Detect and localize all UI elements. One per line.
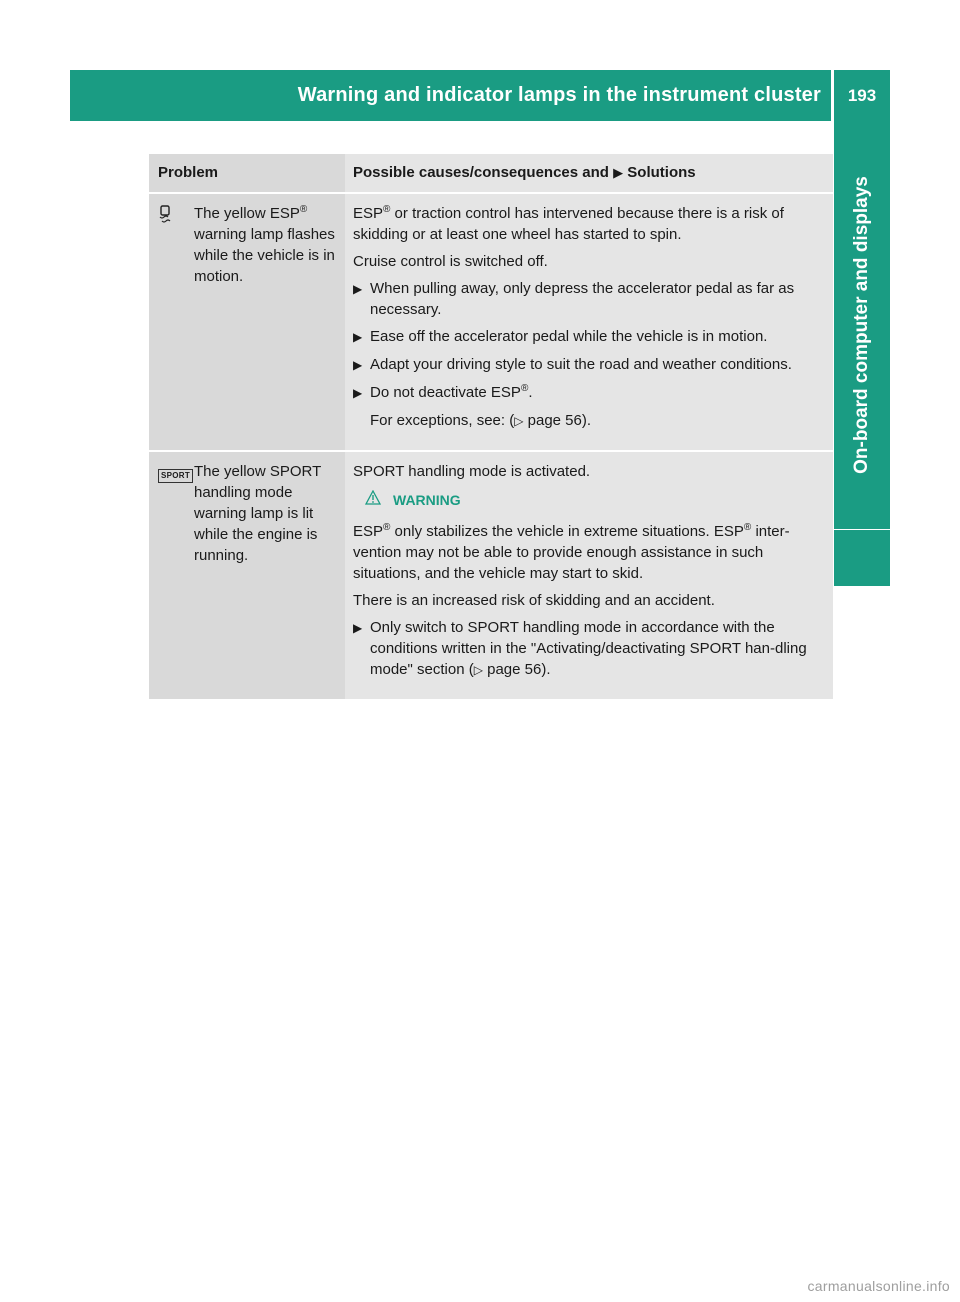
- warning-triangle-icon: [353, 490, 393, 511]
- problem-description: The yellow SPORT handling mode warning lamp is lit while the engine is running.: [194, 463, 321, 564]
- section-title: Warning and indicator lamps in the instrument cluster: [297, 84, 821, 106]
- warning-heading: WARNING: [353, 490, 827, 511]
- chapter-tab-label: On-board computer and displays: [851, 176, 872, 474]
- solution-step: ▶ Ease off the accelerator pedal while the vehicle is in motion.: [353, 326, 827, 348]
- cause-text: ESP® or traction control has intervened because there is a risk of skidding or at least one wheel has started to spin.: [353, 204, 784, 243]
- solutions-arrow-icon: ▶: [613, 165, 624, 180]
- warning-text: ESP® only stabilizes the vehicle in extreme situations. ESP® inter-vention may not be able to provide enough assistance in such situations, and the vehicle may start to skid.: [353, 522, 790, 582]
- solution-step: ▶ Do not deactivate ESP®.: [353, 382, 827, 404]
- cause-text: SPORT handling mode is activated.: [353, 463, 591, 480]
- page-ref-arrow-icon: ▷: [473, 663, 483, 677]
- column-header-problem: Problem: [149, 154, 345, 193]
- problem-cell: [149, 193, 345, 451]
- problem-description: The yellow ESP® warning lamp flashes while the vehicle is in motion.: [194, 204, 335, 285]
- step-arrow-icon: ▶: [353, 621, 363, 635]
- chapter-marker: [834, 530, 890, 586]
- watermark: carmanualsonline.info: [807, 1278, 950, 1294]
- cause-note: Cruise control is switched off.: [353, 253, 548, 270]
- solution-step: ▶ Only switch to SPORT handling mode in accordance with the conditions written in the "Activating/deactivating SPORT han-dling mode" section (▷ page 56).: [353, 617, 827, 681]
- table-row: [149, 451, 833, 700]
- problem-cell: [149, 451, 345, 700]
- step-arrow-icon: ▶: [353, 358, 363, 372]
- page-header: [70, 70, 890, 121]
- solution-cell: [345, 451, 833, 700]
- solution-cell: [345, 193, 833, 451]
- page-ref-arrow-icon: ▷: [514, 414, 524, 428]
- page-number: 193: [847, 85, 877, 105]
- solution-step: ▶ When pulling away, only depress the accelerator pedal as far as necessary.: [353, 280, 795, 318]
- sport-mode-icon: SPORT: [158, 461, 194, 566]
- warning-lamp-table: [149, 154, 833, 701]
- step-arrow-icon: ▶: [353, 386, 363, 400]
- page-reference: For exceptions, see: (▷ page 56).: [370, 412, 592, 429]
- column-header-solutions: Possible causes/consequences and ▶ Solutions: [345, 154, 833, 193]
- step-arrow-icon: ▶: [353, 330, 363, 344]
- solution-step: ▶ Adapt your driving style to suit the road and weather conditions.: [353, 354, 827, 376]
- step-arrow-icon: ▶: [353, 282, 363, 296]
- table-row: [149, 193, 833, 451]
- esp-warning-icon: [158, 203, 194, 287]
- risk-text: There is an increased risk of skidding and an accident.: [353, 592, 715, 609]
- table-header-row: [149, 154, 833, 193]
- chapter-tab: [834, 121, 890, 529]
